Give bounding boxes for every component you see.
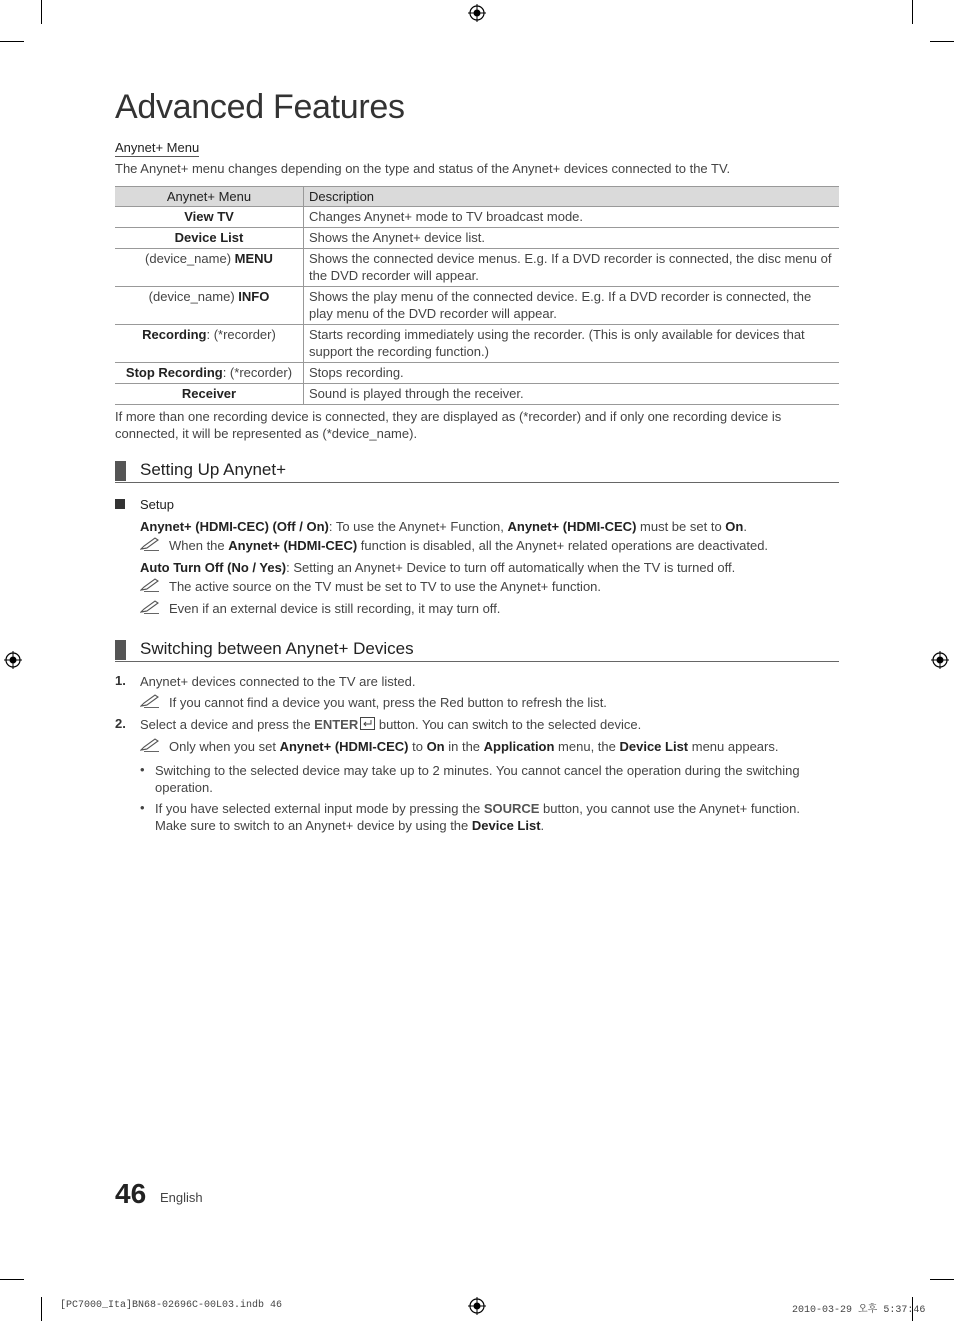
bullet-2: If you have selected external input mode by pressing the SOURCE button, you cannot use the Anynet+ function. Make sure to switch to an Anynet+ device by using the Device List. bbox=[155, 801, 800, 833]
enter-key-icon bbox=[360, 717, 375, 730]
menu-item-cell: Device List bbox=[115, 228, 304, 249]
bullet-dot: • bbox=[140, 762, 145, 777]
crop-mark bbox=[0, 41, 24, 42]
table-header-row bbox=[115, 187, 839, 207]
crop-mark bbox=[930, 1279, 954, 1280]
section-bar bbox=[115, 461, 126, 481]
menu-item-cell: View TV bbox=[115, 207, 304, 228]
description-cell: Stops recording. bbox=[304, 363, 840, 384]
table-row bbox=[115, 207, 839, 228]
section-title: Switching between Anynet+ Devices bbox=[140, 639, 414, 658]
table-row bbox=[115, 384, 839, 405]
anynet-menu-table bbox=[115, 186, 839, 405]
description-cell: Starts recording immediately using the recorder. (This is only available for devices that support the recording function.) bbox=[304, 325, 840, 363]
recording-note: If more than one recording device is connected, they are displayed as (*recorder) and if only one recording device is connected, it will be represented as (*device_name). bbox=[115, 409, 782, 441]
step-number: 1. bbox=[115, 673, 126, 688]
table-row bbox=[115, 363, 839, 384]
registration-mark-icon bbox=[468, 1297, 486, 1315]
section-header-switching bbox=[115, 637, 839, 662]
section-header-setup bbox=[115, 458, 839, 483]
bullet-1: Switching to the selected device may take up to 2 minutes. You cannot cancel the operation during the switching operation. bbox=[155, 763, 800, 795]
registration-mark-icon bbox=[931, 651, 949, 669]
menu-item-cell: Stop Recording: (*recorder) bbox=[115, 363, 304, 384]
bullet-dot: • bbox=[140, 800, 145, 815]
setup-note-3: Even if an external device is still recording, it may turn off. bbox=[169, 601, 501, 616]
setup-item-hdmi-cec: Anynet+ (HDMI-CEC) (Off / On): To use the Anynet+ Function, Anynet+ (HDMI-CEC) must be set to On. bbox=[140, 519, 747, 534]
menu-subheading: Anynet+ Menu bbox=[115, 140, 200, 155]
step-number: 2. bbox=[115, 716, 126, 731]
table-header-cell: Anynet+ Menu bbox=[115, 187, 304, 207]
step-2-text: Select a device and press the ENTER button. You can switch to the selected device. bbox=[140, 717, 642, 732]
crop-mark bbox=[912, 0, 913, 24]
section-title: Setting Up Anynet+ bbox=[140, 460, 287, 479]
page-number: 46 bbox=[115, 1178, 147, 1209]
description-cell: Shows the Anynet+ device list. bbox=[304, 228, 840, 249]
table-row bbox=[115, 228, 839, 249]
step-1-text: Anynet+ devices connected to the TV are listed. bbox=[140, 674, 416, 689]
table-row bbox=[115, 249, 839, 287]
square-bullet-icon bbox=[115, 499, 125, 509]
description-cell: Shows the connected device menus. E.g. If a DVD recorder is connected, the disc menu of the DVD recorder will appear. bbox=[304, 249, 840, 287]
menu-intro: The Anynet+ menu changes depending on the type and status of the Anynet+ devices connected to the TV. bbox=[115, 161, 731, 176]
setup-note-2: The active source on the TV must be set to TV to use the Anynet+ function. bbox=[169, 579, 602, 594]
setup-label: Setup bbox=[140, 497, 174, 512]
menu-item-cell: (device_name) MENU bbox=[115, 249, 304, 287]
description-cell: Shows the play menu of the connected device. E.g. If a DVD recorder is connected, the play menu of the DVD recorder will appear. bbox=[304, 287, 840, 325]
crop-mark bbox=[41, 0, 42, 24]
page-title: Advanced Features bbox=[115, 88, 405, 126]
menu-item-cell: Recording: (*recorder) bbox=[115, 325, 304, 363]
print-footer-left: [PC7000_Ita]BN68-02696C-00L03.indb 46 bbox=[60, 1300, 283, 1311]
menu-item-cell: (device_name) INFO bbox=[115, 287, 304, 325]
table-row bbox=[115, 325, 839, 363]
section-bar bbox=[115, 640, 126, 660]
menu-item-cell: Receiver bbox=[115, 384, 304, 405]
crop-mark bbox=[41, 1297, 42, 1321]
print-footer-right: 2010-03-29 오후 5:37:46 bbox=[792, 1305, 926, 1316]
step-1-note: If you cannot find a device you want, press the Red button to refresh the list. bbox=[169, 695, 607, 710]
setup-note-1: When the Anynet+ (HDMI-CEC) function is disabled, all the Anynet+ related operations are deactivated. bbox=[169, 538, 769, 553]
table-row bbox=[115, 287, 839, 325]
pencil-note-icon bbox=[140, 738, 160, 752]
pencil-note-icon bbox=[140, 600, 160, 614]
registration-mark-icon bbox=[468, 4, 486, 22]
table-header-cell: Description bbox=[304, 187, 840, 207]
setup-item-auto-turn-off: Auto Turn Off (No / Yes): Setting an Anynet+ Device to turn off automatically when the TV is turned off. bbox=[140, 560, 736, 575]
description-cell: Changes Anynet+ mode to TV broadcast mode. bbox=[304, 207, 840, 228]
crop-mark bbox=[0, 1279, 24, 1280]
crop-mark bbox=[930, 41, 954, 42]
pencil-note-icon bbox=[140, 578, 160, 592]
page-language: English bbox=[160, 1190, 203, 1205]
pencil-note-icon bbox=[140, 537, 160, 551]
pencil-note-icon bbox=[140, 694, 160, 708]
description-cell: Sound is played through the receiver. bbox=[304, 384, 840, 405]
step-2-note: Only when you set Anynet+ (HDMI-CEC) to On in the Application menu, the Device List menu appears. bbox=[169, 739, 779, 754]
registration-mark-icon bbox=[4, 651, 22, 669]
